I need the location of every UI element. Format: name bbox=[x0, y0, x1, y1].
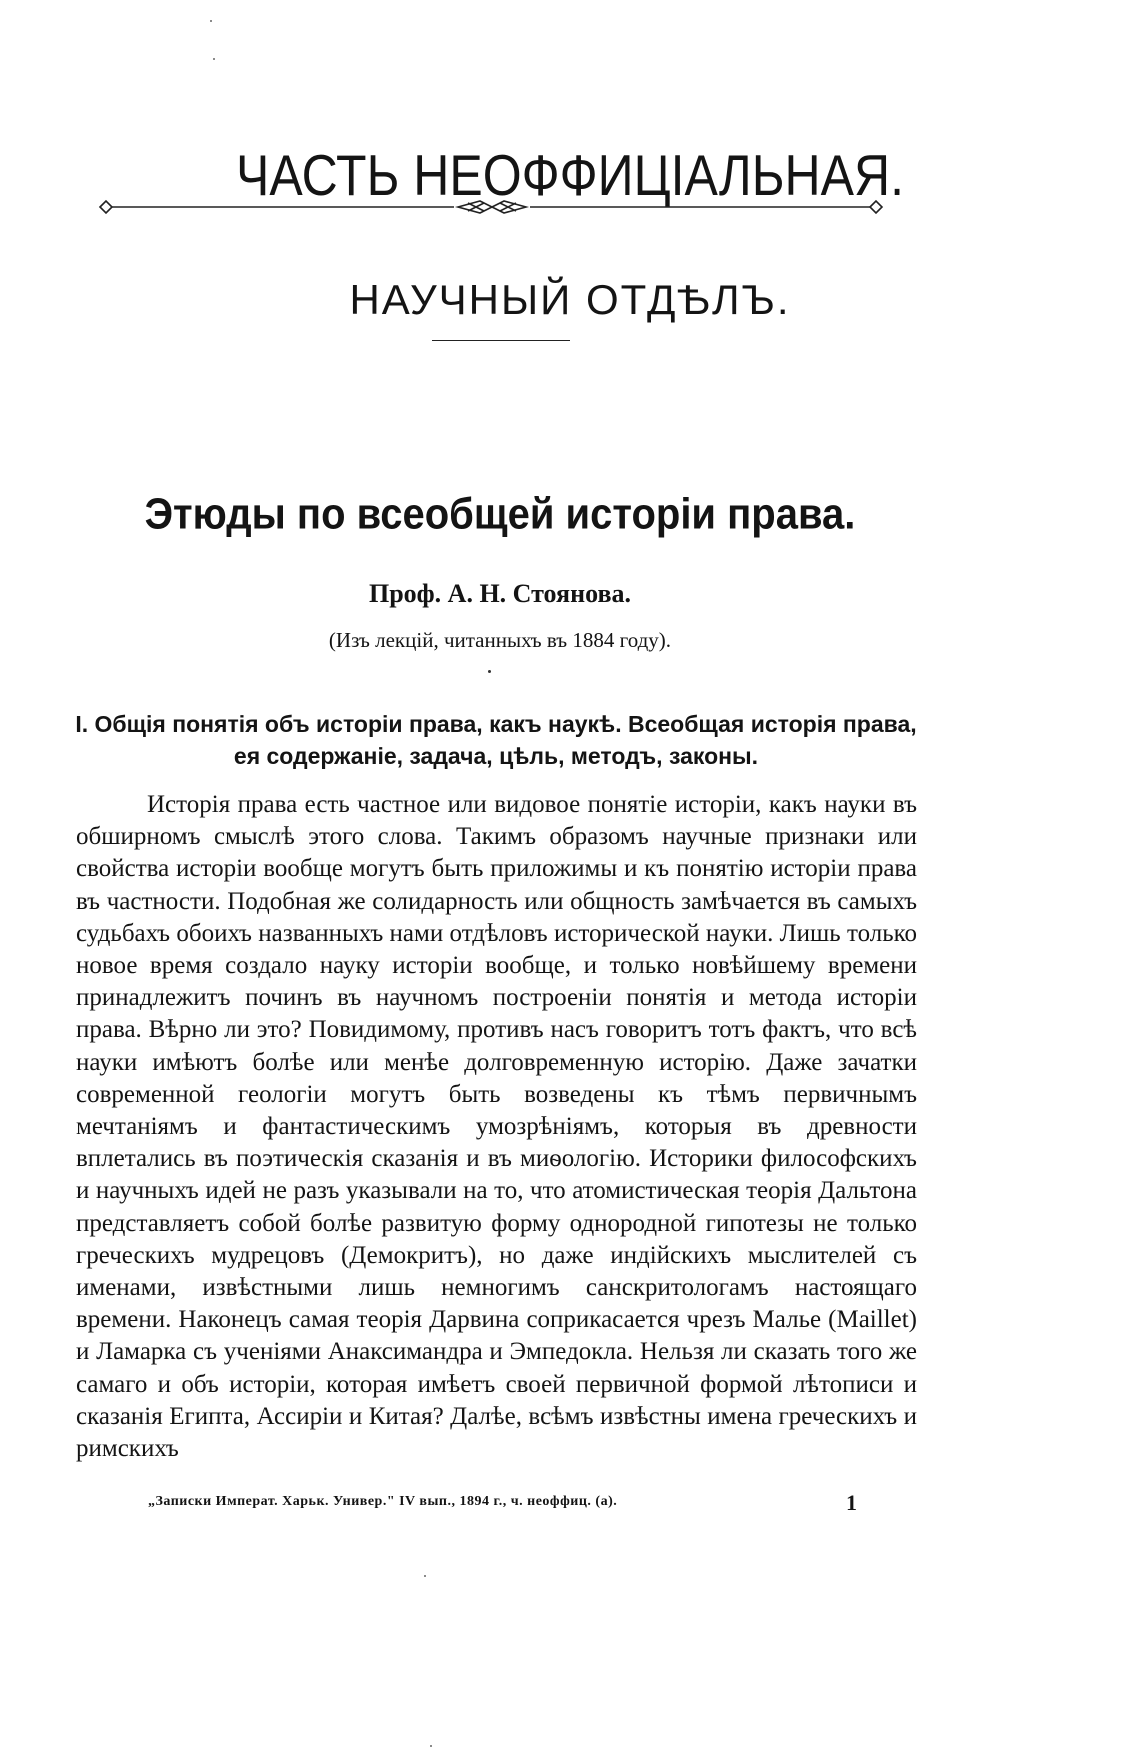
article-author: Проф. А. Н. Стоянова. bbox=[369, 579, 631, 608]
body-text bbox=[76, 789, 917, 1465]
part-title: ЧАСТЬ НЕОФФИЦІАЛЬНАЯ. bbox=[236, 143, 904, 208]
scan-speck bbox=[213, 58, 215, 60]
divider-dot bbox=[488, 670, 491, 673]
lecture-note: (Изъ лекцій, читанныхъ въ 1884 году). bbox=[328, 628, 672, 652]
chapter-heading: I. Общія понятія объ исторіи права, какъ наукѣ. Всеобщая исторія права, ея содержаніе, задача, цѣль, методъ, законы. bbox=[75, 711, 917, 769]
signature-mark: 1 bbox=[846, 1490, 857, 1515]
center-flourish-icon bbox=[458, 201, 526, 213]
scan-speck bbox=[430, 1745, 432, 1747]
publication-footer: „Записки Импeрат. Харьк. Универ." IV вып., 1894 г., ч. неоффиц. (а). bbox=[148, 1494, 618, 1509]
section-title: НАУЧНЫЙ ОТДѢЛЪ. bbox=[349, 276, 791, 323]
scan-speck bbox=[424, 1575, 426, 1577]
article-title: Этюды по всеобщей исторіи права. bbox=[144, 490, 856, 539]
title-ornament-rule bbox=[96, 192, 886, 222]
left-diamond-icon bbox=[100, 201, 112, 213]
right-diamond-icon bbox=[870, 201, 882, 213]
body-paragraph: Исторія права есть частное или видовое понятіе исторіи, какъ науки въ обширномъ смыслѣ этого слова. Такимъ образомъ научные признаки или свойства исторіи вообще могутъ быть приложимы и къ понятію исторіи права въ частности. Подобная же солидарность или общность замѣчается въ самыхъ судьбахъ обоихъ названныхъ нами отдѣловъ исторической науки. Лишь только новое время создало науку исторіи вообще, и только новѣйшему времени принадлежитъ починъ въ научномъ построеніи понятія и метода исторіи права. Вѣрно ли это? Повидимому, противъ насъ говоритъ тотъ фактъ, что всѣ науки имѣютъ болѣе или менѣе долговременную исторію. Даже зачатки современной геологіи могутъ быть возведены къ тѣмъ первичнымъ мечтаніямъ и фантастическимъ умозрѣніямъ, которыя въ древности вплетались въ поэтическія сказанія и въ миѳологію. Историки философскихъ и научныхъ идей не разъ указывали на то, что атомистическая теорія Дальтона представляетъ собой болѣе развитую форму однородной гипотезы не только греческихъ мудрецовъ (Демокритъ), но даже индійскихъ мыслителей съ именами, извѣстными лишь немногимъ санскритологамъ настоящаго времени. Наконецъ самая теорія Дарвина соприкасается чрезъ Малье (Maillet) и Ламарка съ ученіями Анаксимандра и Эмпедокла. Нельзя ли сказать того же самаго и объ исторіи, которая имѣетъ своей первичной формой лѣтописи и сказанія Египта, Ассиріи и Китая? Далѣе, всѣмъ извѣстны имена греческихъ и римскихъ bbox=[76, 791, 917, 1463]
scan-speck bbox=[210, 20, 212, 22]
section-divider bbox=[432, 340, 570, 341]
